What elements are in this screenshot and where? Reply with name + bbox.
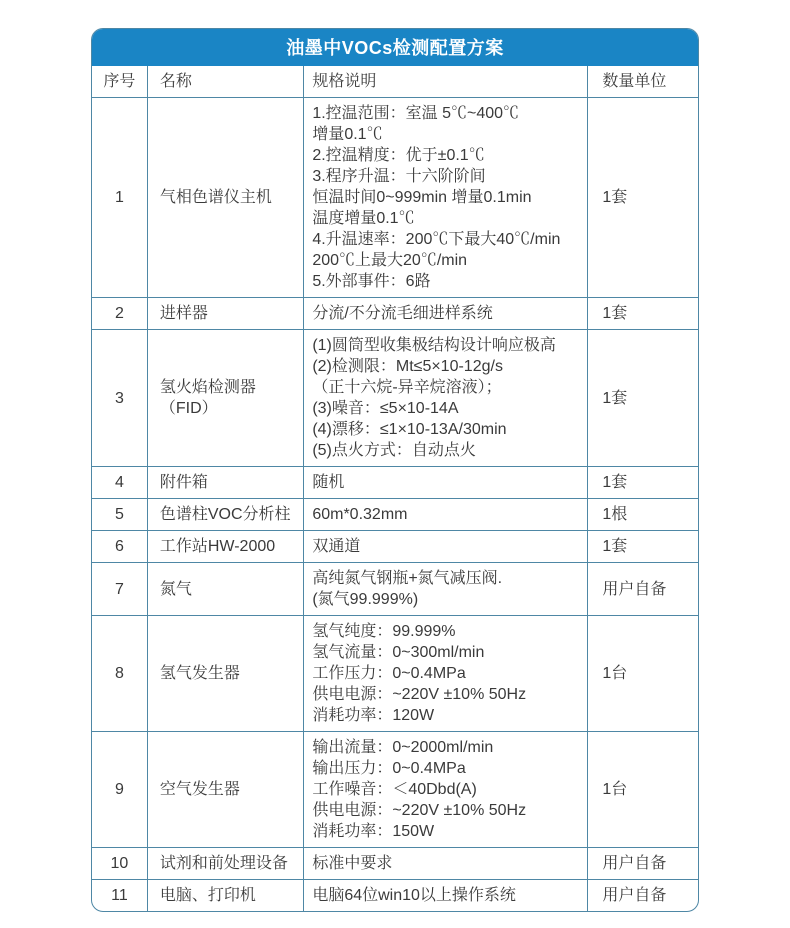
cell-num: 6 (92, 531, 148, 562)
cell-qty: 1套 (602, 189, 628, 206)
cell-num: 4 (92, 467, 148, 498)
spec-line: 工作压力：0~0.4MPa (312, 665, 466, 682)
table-row (92, 467, 698, 499)
cell-name: 电脑、打印机 (148, 880, 304, 911)
table-row (92, 732, 698, 848)
spec-line: 消耗功率：120W (312, 707, 435, 724)
cell-num: 3 (92, 330, 148, 466)
cell-num: 7 (92, 563, 148, 615)
cell-name: 进样器 (148, 298, 304, 329)
table-row (92, 563, 698, 616)
cell-name: 氢气发生器 (148, 616, 304, 731)
cell-name: 工作站HW-2000 (148, 531, 304, 562)
cell-num: 2 (92, 298, 148, 329)
cell-num: 5 (92, 499, 148, 530)
cell-name: 试剂和前处理设备 (148, 848, 304, 879)
spec-line: 氢气流量：0~300ml/min (312, 644, 485, 661)
spec-line: 高纯氮气钢瓶+氮气减压阀. (312, 570, 503, 587)
spec-line: 恒温时间0~999min 增量0.1min (312, 189, 532, 206)
spec-line: (5)点火方式：自动点火 (312, 442, 476, 459)
header-qty: 数量单位 (602, 73, 667, 90)
spec-line: 200℃上最大20℃/min (312, 252, 468, 269)
spec-line: （正十六烷-异辛烷溶液）； (312, 379, 502, 396)
table-row (92, 298, 698, 330)
spec-line: (2)检测限：Mt≤5×10-12g/s (312, 358, 503, 375)
cell-name: 空气发生器 (148, 732, 304, 847)
cell-spec (304, 467, 588, 498)
table-title: 油墨中VOCs检测配置方案 (92, 29, 698, 66)
cell-qty: 1套 (602, 305, 628, 322)
cell-qty: 1套 (602, 389, 628, 407)
cell-qty: 1根 (602, 506, 628, 523)
spec-line: 供电电源：~220V ±10% 50Hz (312, 686, 527, 703)
cell-num: 11 (92, 880, 148, 911)
spec-line: 电脑64位win10以上操作系统 (312, 887, 516, 904)
cell-name: 氢火焰检测器（FID） (148, 330, 304, 466)
cell-spec (304, 616, 588, 731)
cell-name: 氮气 (148, 563, 304, 615)
cell-qty: 用户自备 (602, 887, 667, 904)
cell-qty: 1台 (602, 665, 628, 682)
spec-line: 1.控温范围：室温 5℃~400℃ (312, 105, 520, 122)
cell-spec (304, 499, 588, 530)
spec-line: 3.程序升温：十六阶阶间 (312, 168, 486, 185)
cell-num: 8 (92, 616, 148, 731)
spec-line: 60m*0.32mm (312, 506, 408, 523)
table-row (92, 499, 698, 531)
spec-line: 标准中要求 (312, 855, 393, 872)
spec-line: (4)漂移：≤1×10-13A/30min (312, 421, 507, 438)
cell-spec (304, 330, 588, 466)
cell-spec (304, 563, 588, 615)
spec-line: 氢气纯度：99.999% (312, 623, 456, 640)
spec-line: (1)圆筒型收集极结构设计响应极高 (312, 337, 556, 354)
cell-spec (304, 848, 588, 879)
table-row (92, 880, 698, 911)
table-row (92, 330, 698, 467)
cell-spec (304, 880, 588, 911)
spec-line: 供电电源：~220V ±10% 50Hz (312, 802, 527, 819)
spec-line: 随机 (312, 474, 345, 491)
spec-line: 2.控温精度：优于±0.1℃ (312, 147, 485, 164)
table-row (92, 531, 698, 563)
spec-line: 温度增量0.1℃ (312, 210, 415, 227)
spec-line: 分流/不分流毛细进样系统 (312, 305, 493, 322)
table-header-row (92, 66, 698, 98)
cell-qty: 用户自备 (602, 580, 667, 598)
cell-name: 附件箱 (148, 467, 304, 498)
cell-spec (304, 732, 588, 847)
cell-name: 色谱柱VOC分析柱 (148, 499, 304, 530)
cell-num: 9 (92, 732, 148, 847)
header-num: 序号 (92, 66, 148, 97)
spec-line: 输出压力：0~0.4MPa (312, 760, 466, 777)
table-body (92, 98, 698, 911)
spec-line: 4.升温速率：200℃下最大40℃/min (312, 231, 561, 248)
spec-table (91, 28, 699, 912)
spec-line: 工作噪音：＜40Dbd(A) (312, 781, 477, 798)
cell-spec (304, 98, 588, 297)
cell-qty: 1套 (602, 474, 628, 491)
table-row (92, 98, 698, 298)
spec-line: (3)噪音：≤5×10-14A (312, 400, 459, 417)
cell-num: 1 (92, 98, 148, 297)
cell-qty: 1台 (602, 781, 628, 798)
header-name: 名称 (148, 66, 304, 97)
cell-spec (304, 298, 588, 329)
spec-line: 消耗功率：150W (312, 823, 435, 840)
spec-line: 5.外部事件：6路 (312, 273, 431, 290)
cell-spec (304, 531, 588, 562)
table-row (92, 848, 698, 880)
cell-num: 10 (92, 848, 148, 879)
spec-line: 输出流量：0~2000ml/min (312, 739, 494, 756)
spec-line: 双通道 (312, 538, 361, 555)
spec-line: (氮气99.999%) (312, 591, 419, 608)
cell-qty: 1套 (602, 538, 628, 555)
cell-qty: 用户自备 (602, 855, 667, 872)
spec-line: 增量0.1℃ (312, 126, 383, 143)
cell-name: 气相色谱仪主机 (148, 98, 304, 297)
header-spec: 规格说明 (304, 66, 588, 97)
table-row (92, 616, 698, 732)
